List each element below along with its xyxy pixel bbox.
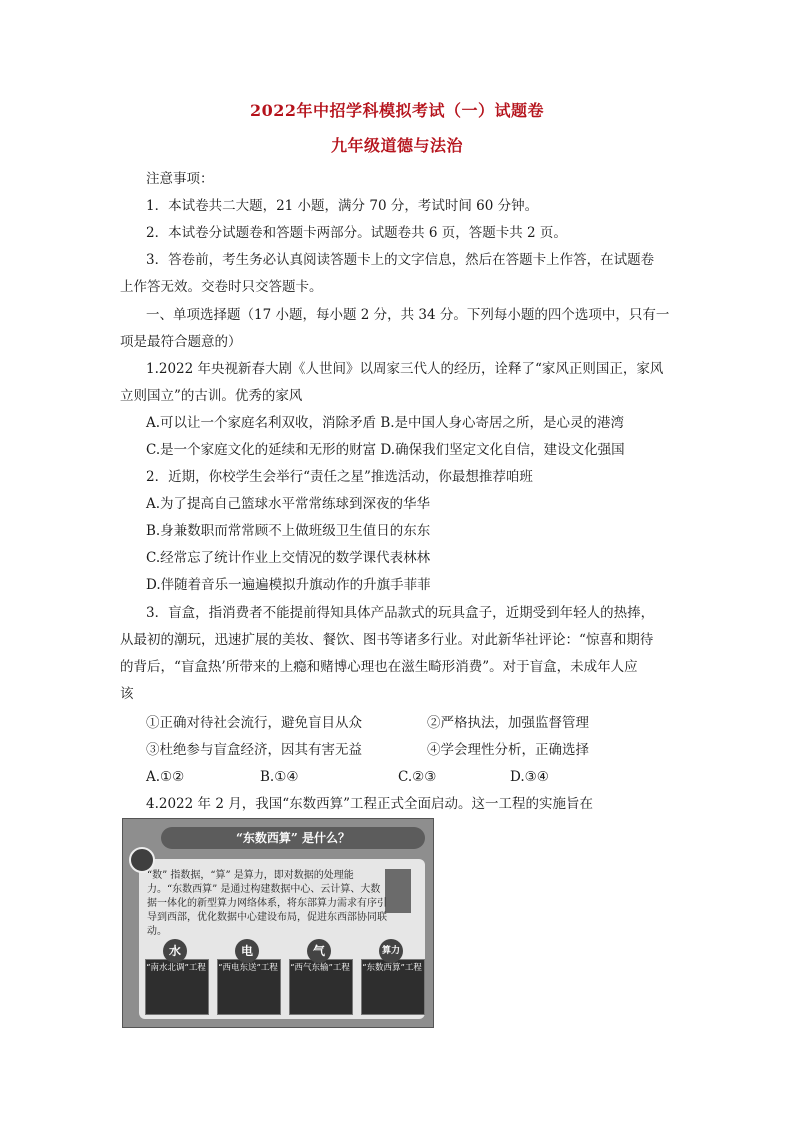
infographic-body-text: “数” 指数据，“算” 是算力，即对数据的处理能力。“东数西算” 是通过构建数据中心、云计算、大数据一体化的新型算力网络体系，将东部算力需求有序引导到西部，优化数据中心建设布局，促进东西部协同联动。 <box>147 870 387 937</box>
tile-caption: “西气东输”工程 <box>290 963 350 973</box>
water-badge: 水 <box>163 939 187 963</box>
tile-gas-project <box>289 939 351 1013</box>
q3-stem-line2: 从最初的潮玩，迅速扩展的美妆、餐饮、图书等诸多行业。对此新华社评论：“惊喜和期待 <box>120 632 654 648</box>
tile-caption: “东数西算”工程 <box>362 963 422 973</box>
q2-stem: 2．近期，你校学生会举行“责任之星”推选活动，你最想推荐咱班 <box>146 469 533 485</box>
note-1: 1．本试卷共二大题，21 小题，满分 70 分，考试时间 60 分钟。 <box>146 198 539 214</box>
power-badge: 电 <box>235 939 259 963</box>
q3-option-b: B.①④ <box>260 769 299 785</box>
tile-caption: “西电东送”工程 <box>218 963 278 973</box>
q2-option-a: A.为了提高自己篮球水平常常练球到深夜的华华 <box>146 496 431 512</box>
q1-options-cd: C.是一个家庭文化的延续和无形的财富 D.确保我们坚定文化自信，建设文化强国 <box>146 442 625 458</box>
q3-stem-line1: 3．盲盒，指消费者不能提前得知具体产品款式的玩具盒子，近期受到年轻人的热捧， <box>146 605 655 621</box>
q3-statement-1: ①正确对待社会流行，避免盲目从众 <box>146 715 362 731</box>
compute-badge: 算力 <box>379 939 403 963</box>
note-2: 2．本试卷分试题卷和答题卡两部分。试题卷共 6 页，答题卡共 2 页。 <box>146 225 567 241</box>
note-3-line1: 3．答卷前，考生务必认真阅读答题卡上的文字信息，然后在答题卡上作答，在试题卷 <box>146 252 655 268</box>
section-1-heading-cont: 项是最符合题意的） <box>120 334 242 350</box>
infographic-banner: “东数西算” 是什么？ <box>161 827 425 849</box>
q3-stem-line4: 该 <box>120 686 134 702</box>
q1-options-ab: A.可以让一个家庭名利双收，消除矛盾 B.是中国人身心寄居之所，是心灵的港湾 <box>146 415 625 431</box>
tile-compute-project <box>361 939 423 1013</box>
q1-stem-line2: 立则国立”的古训。优秀的家风 <box>120 388 303 404</box>
q2-option-c: C.经常忘了统计作业上交情况的数学课代表林林 <box>146 550 431 566</box>
tile-water-project <box>145 939 207 1013</box>
tile-power-project <box>217 939 279 1013</box>
q3-option-d: D.③④ <box>510 769 549 785</box>
east-data-west-compute-infographic <box>122 818 434 1028</box>
notes-heading: 注意事项： <box>146 171 214 187</box>
q3-stem-line3: 的背后，“盲盒热’所带来的上瘾和赌博心理也在滋生畸形消费”。对于盲盒，未成年人应 <box>120 659 638 675</box>
q4-stem: 4.2022 年 2 月，我国“东数西算”工程正式全面启动。这一工程的实施旨在 <box>146 796 594 812</box>
tile-caption: “南水北调”工程 <box>146 963 206 973</box>
q2-option-d: D.伴随着音乐一遍遍模拟升旗动作的升旗手菲菲 <box>146 577 431 593</box>
gas-badge: 气 <box>307 939 331 963</box>
section-1-heading: 一、单项选择题（17 小题，每小题 2 分，共 34 分。下列每小题的四个选项中，只有一 <box>146 307 670 323</box>
q3-statement-3: ③杜绝参与盲盒经济，因其有害无益 <box>146 742 362 758</box>
q3-option-a: A.①② <box>146 769 185 785</box>
exam-subject: 九年级道德与法治 <box>330 136 463 155</box>
server-rack-icon <box>385 869 411 913</box>
q3-statement-2: ②严格执法，加强监督管理 <box>427 715 589 731</box>
q2-option-b: B.身兼数职而常常顾不上做班级卫生值日的东东 <box>146 523 431 539</box>
q3-statement-4: ④学会理性分析，正确选择 <box>427 742 589 758</box>
q1-stem-line1: 1.2022 年央视新春大剧《人世间》以周家三代人的经历，诠释了“家风正则国正，家风 <box>146 361 664 377</box>
note-3-line2: 上作答无效。交卷时只交答题卡。 <box>120 279 323 295</box>
q3-option-c: C.②③ <box>398 769 437 785</box>
exam-title: 2022年中招学科模拟考试（一）试题卷 <box>249 101 545 120</box>
